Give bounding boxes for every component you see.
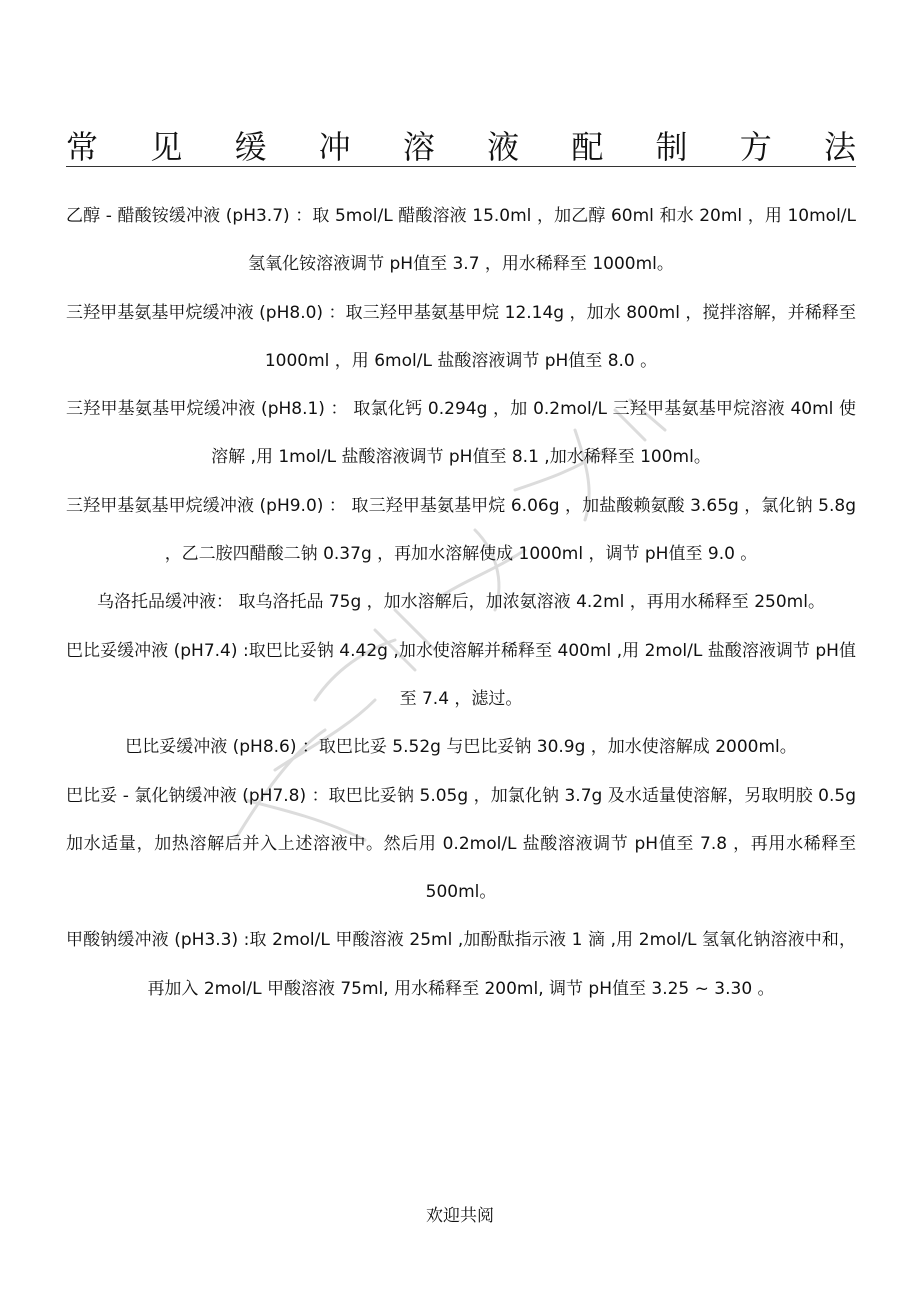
paragraph: 三羟甲基氨基甲烷缓冲液 (pH8.1) ： 取氯化钙 0.294g ，加 0.2mol/L 三羟甲基氨基甲烷溶液 40ml 使溶解 ,用 1mol/L 盐酸溶液调节 pH值至 8.1 ,加水稀释至 100ml。 <box>66 399 856 468</box>
paragraph: 三羟甲基氨基甲烷缓冲液 (pH9.0) ： 取三羟甲基氨基甲烷 6.06g ，加盐酸赖氨酸 3.65g ，氯化钠 5.8g ，乙二胺四醋酸二钠 0.37g ，再加水溶解使成 1000ml ，调节 pH值至 9.0 。 <box>66 495 856 565</box>
paragraph: 巴比妥缓冲液 (pH7.4) :取巴比妥钠 4.42g ,加水使溶解并稀释至 400ml ,用 2mol/L 盐酸溶液调节 pH值至 7.4 ，滤过。 <box>66 640 856 709</box>
document-body <box>66 192 856 1013</box>
paragraph: 甲酸钠缓冲液 (pH3.3) :取 2mol/L 甲酸溶液 25ml ,加酚酞指示液 1 滴 ,用 2mol/L 氢氧化钠溶液中和，再加入 2mol/L 甲酸溶液 75ml, 用水稀释至 200ml, 调节 pH值至 3.25 ~ 3.30 。 <box>66 930 856 999</box>
paragraph: 巴比妥 - 氯化钠缓冲液 (pH7.8) ：取巴比妥钠 5.05g ，加氯化钠 3.7g 及水适量使溶解，另取明胶 0.5g 加水适量，加热溶解后并入上述溶液中。然后用 0.2mol/L 盐酸溶液调节 pH值至 7.8 ，再用水稀释至 500ml。 <box>66 785 857 903</box>
title-char: 液 <box>487 128 520 166</box>
title-underline <box>66 166 856 167</box>
title-char: 缓 <box>234 128 267 166</box>
paragraph: 三羟甲基氨基甲烷缓冲液 (pH8.0) ：取三羟甲基氨基甲烷 12.14g ，加水 800ml ，搅拌溶解，并稀释至 1000ml ，用 6mol/L 盐酸溶液调节 pH值至 8.0 。 <box>66 302 856 371</box>
title-char: 制 <box>655 128 688 166</box>
title-char: 冲 <box>318 128 351 166</box>
title-char: 见 <box>150 128 183 166</box>
title-char: 方 <box>739 128 772 166</box>
paragraph: 乌洛托品缓冲液： 取乌洛托品 75g ，加水溶解后，加浓氨溶液 4.2ml ，再用水稀释至 250ml。 <box>97 592 825 613</box>
title-char: 法 <box>823 128 856 166</box>
title-char: 配 <box>571 128 604 166</box>
title-char: 常 <box>66 128 99 166</box>
document-title <box>66 122 856 168</box>
title-char: 溶 <box>402 128 435 166</box>
paragraph: 乙醇 - 醋酸铵缓冲液 (pH3.7) ：取 5mol/L 醋酸溶液 15.0ml ，加乙醇 60ml 和水 20ml ，用 10mol/L 氢氧化铵溶液调节 pH值至 3.7 ，用水稀释至 1000ml。 <box>66 206 856 275</box>
footer-text: 欢迎共阅 <box>426 1206 494 1226</box>
paragraph: 巴比妥缓冲液 (pH8.6) ：取巴比妥 5.52g 与巴比妥钠 30.9g ，加水使溶解成 2000ml。 <box>125 737 797 758</box>
